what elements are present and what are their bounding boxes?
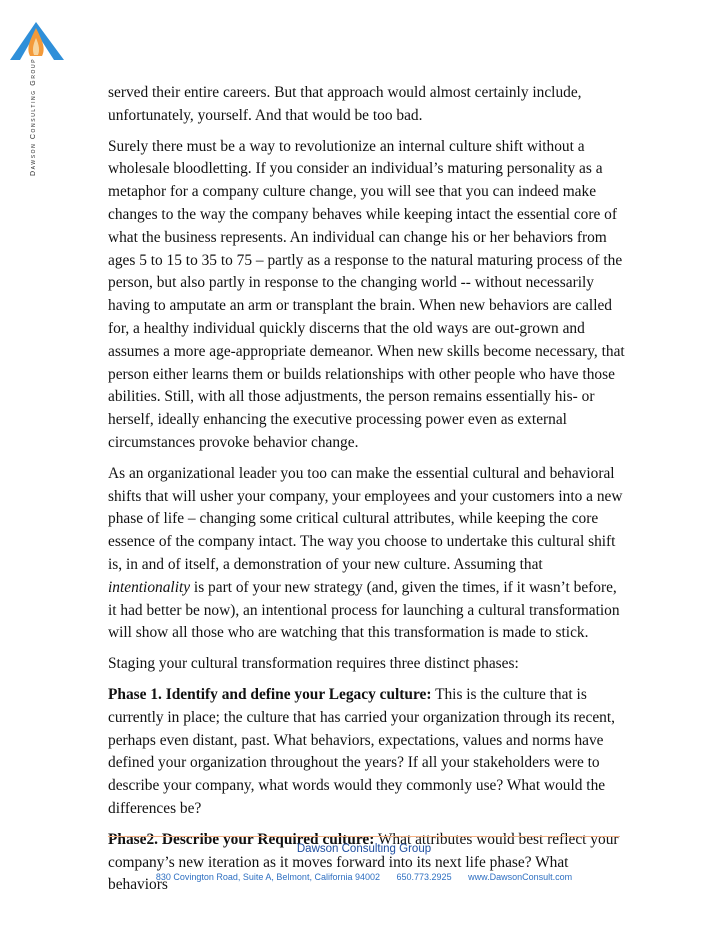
document-body	[108, 82, 628, 905]
phase-1-text: This is the culture that is currently in place; the culture that has carried your organization through its recent, perhaps even distant, past. What behaviors, expectations, values and norms have defined your organization throughout the years? If all your stakeholders were to describe your company, what words would they commonly use? What would the differences be?	[108, 685, 615, 817]
footer-address: 830 Covington Road, Suite A, Belmont, California 94002	[155, 872, 380, 882]
paragraph-1: served their entire careers. But that approach would almost certainly include, unfortunately, yourself. And that would be too bad.	[108, 84, 582, 124]
footer-divider	[108, 836, 620, 837]
footer-website-link[interactable]: www.DawsonConsult.com	[468, 872, 573, 882]
footer-contact	[60, 872, 668, 882]
footer-phone: 650.773.2925	[396, 872, 452, 882]
paragraph-3	[108, 463, 628, 645]
paragraph-3-text-b: is part of your new strategy (and, given the times, if it wasn’t before, it had better be now), an intentional process for launching a cultural transformation will show all those who are watching that this transformation is made to stick.	[108, 578, 620, 642]
phase-2-paragraph	[108, 829, 628, 897]
paragraph-2: Surely there must be a way to revolutionize an internal culture shift without a wholesale bloodletting. If you consider an individual’s maturing personality as a metaphor for a company culture change, you will see that you can indeed make changes to the way the company behaves while keeping intact the essential core of what the business represents. An individual can change his or her behaviors from ages 5 to 15 to 35 to 75 – partly as a response to the natural maturing process of the person, but also partly in response to the changing world -- without necessarily having to amputate an arm or transplant the brain. When new behaviors are called for, a healthy individual quickly discerns that the old ways are out-grown and assumes a more age-appropriate demeanor. When new skills become necessary, that person either learns them or builds relationships with other people who have those abilities. Still, with all those adjustments, the person remains essentially his- or herself, ideally enhancing the executive processing power even as external circumstances provoke behavior change.	[108, 137, 625, 451]
paragraph-4: Staging your cultural transformation requires three distinct phases:	[108, 655, 519, 673]
side-company-name: Dawson Consulting Group	[30, 57, 37, 176]
phase-1-paragraph	[108, 684, 628, 821]
paragraph-3-text-a: As an organizational leader you too can make the essential cultural and behavioral shifts that will usher your company, your employees and your customers into a new phase of life – changing some critical cultural attributes, while keeping the core essence of the company intact. The way you choose to undertake this cultural shift is, in and of itself, a demonstration of your new culture. Assuming that	[108, 464, 623, 573]
footer-company-name: Dawson Consulting Group	[296, 843, 432, 855]
company-logo	[8, 16, 66, 64]
phase-2-text: What attributes would best reflect your company’s new iteration as it moves forward into its next life phase? What behaviors	[108, 830, 619, 894]
phase-1-heading: Phase 1. Identify and define your Legacy culture:	[108, 685, 432, 703]
emphasis-intentionality: intentionality	[108, 578, 191, 596]
phase-2-heading: Phase2. Describe your Required culture:	[108, 830, 375, 848]
